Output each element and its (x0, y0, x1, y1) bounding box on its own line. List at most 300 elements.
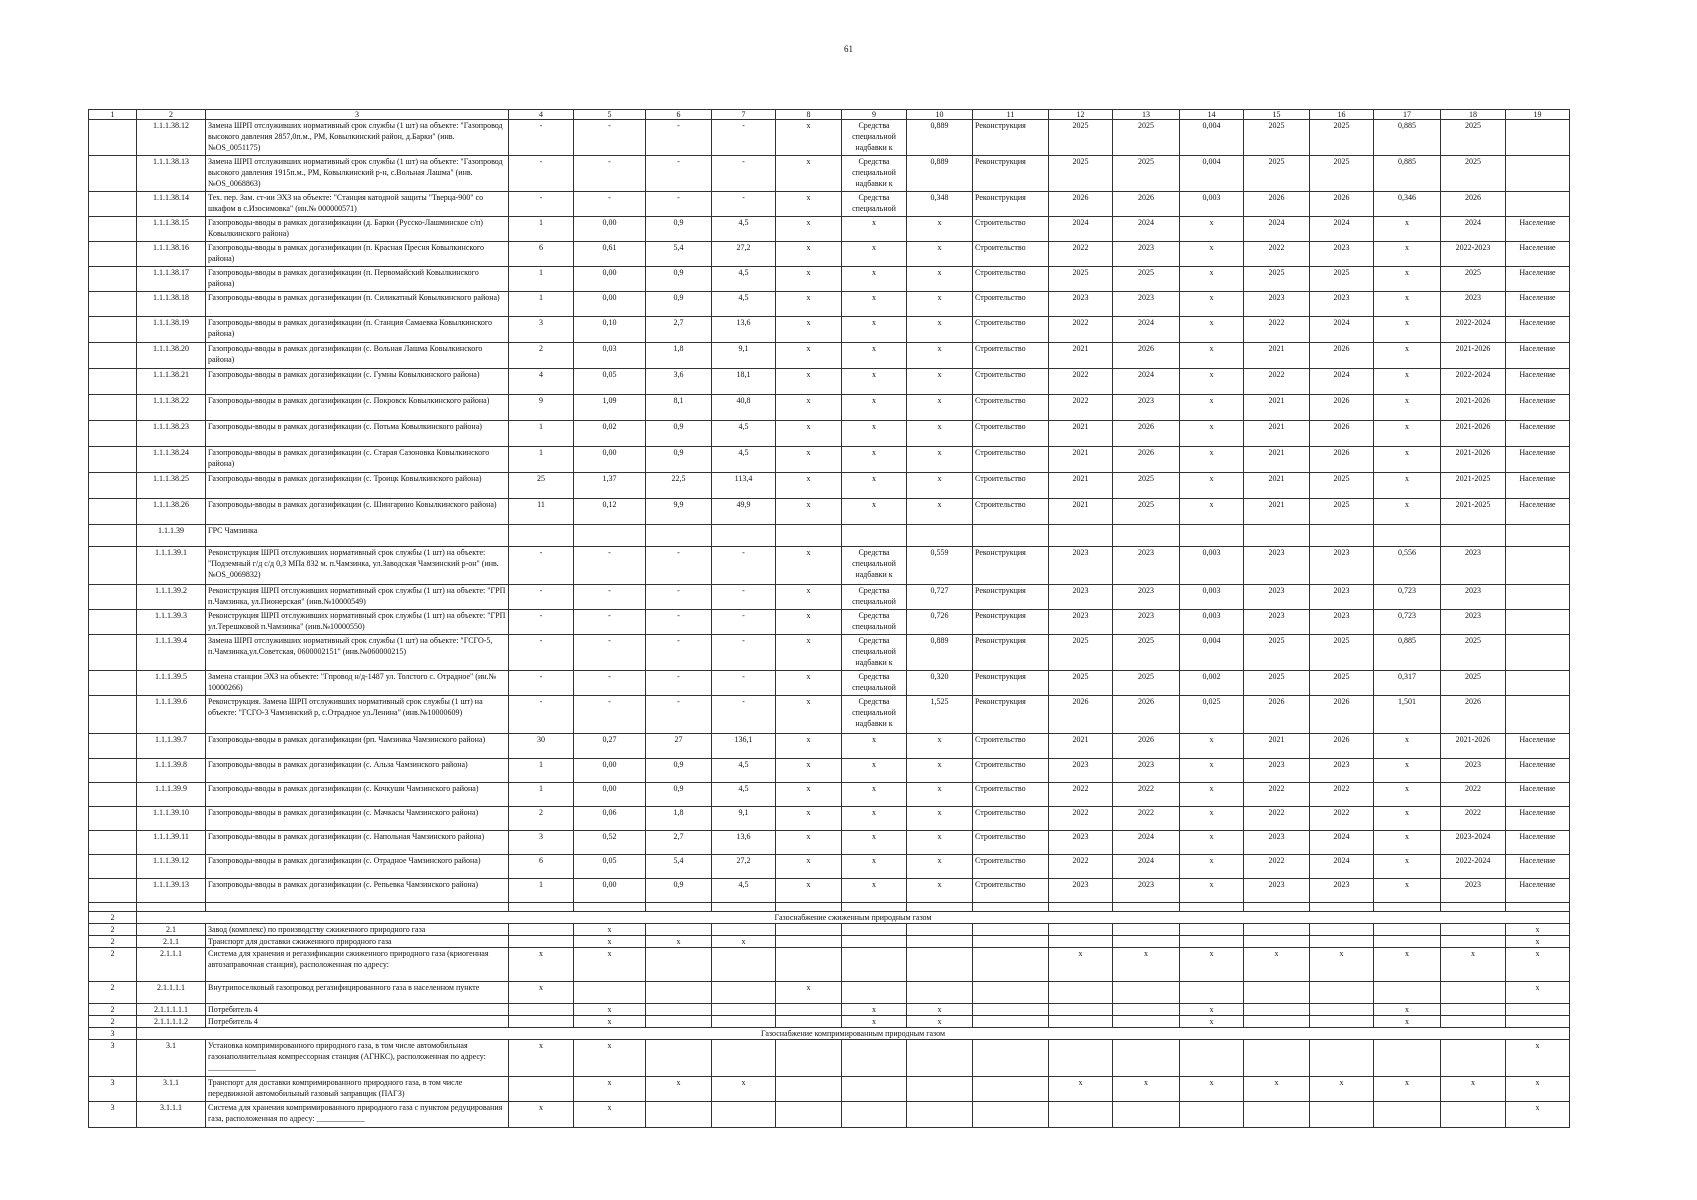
table-cell: 2021 (1049, 473, 1113, 499)
table-cell (776, 1004, 842, 1016)
table-cell: 2023 (1244, 292, 1310, 317)
table-cell (1506, 192, 1570, 217)
table-cell: Население (1506, 855, 1570, 879)
table-cell (1180, 525, 1244, 547)
table-cell: x (1180, 831, 1244, 855)
table-cell (646, 948, 712, 982)
column-number: 3 (206, 110, 509, 120)
table-cell: 2 (89, 936, 137, 948)
table-cell (712, 1040, 776, 1077)
table-cell (646, 1102, 712, 1128)
table-cell: 5,4 (646, 855, 712, 879)
table-cell (776, 903, 842, 912)
table-row (89, 1016, 1570, 1028)
column-number: 9 (842, 110, 907, 120)
table-cell: - (646, 120, 712, 156)
table-cell: 2021 (1049, 343, 1113, 369)
table-cell: 2026 (1113, 696, 1180, 734)
table-row (89, 217, 1570, 242)
table-cell: x (1180, 421, 1244, 447)
table-cell: - (712, 156, 776, 192)
table-cell: x (776, 192, 842, 217)
table-cell: x (776, 635, 842, 671)
table-cell (1506, 903, 1570, 912)
table-cell: Реконструкция (973, 671, 1049, 696)
table-cell (842, 1102, 907, 1128)
table-cell: 2021 (1244, 447, 1310, 473)
table-row (89, 1102, 1570, 1128)
table-cell: Средства специальной надбавки к (842, 696, 907, 734)
object-name-cell: Транспорт для доставки сжиженного природного газа (206, 936, 509, 948)
table-cell (646, 1040, 712, 1077)
table-cell: x (776, 343, 842, 369)
table-cell (646, 903, 712, 912)
table-cell: x (1506, 1102, 1570, 1128)
table-cell: 18,1 (712, 369, 776, 395)
table-cell: 2023 (1310, 610, 1374, 635)
table-cell: 2024 (1310, 217, 1374, 242)
table-cell (509, 1004, 574, 1016)
table-cell: 2025 (1049, 120, 1113, 156)
table-cell: 0,889 (907, 635, 973, 671)
object-name-cell: Газопроводы-вводы в рамках догазификации (п. Первомайский Ковылкинского района) (206, 267, 509, 292)
table-row (89, 903, 1570, 912)
table-cell: 2025 (1310, 499, 1374, 525)
table-cell: x (574, 1102, 646, 1128)
table-cell: 0,559 (907, 547, 973, 585)
table-cell (973, 948, 1049, 982)
table-cell: 2023 (1244, 879, 1310, 903)
table-cell (1441, 1040, 1506, 1077)
table-cell: 2.1 (137, 924, 206, 936)
table-cell (842, 948, 907, 982)
table-cell (89, 525, 137, 547)
table-cell: 1.1.1.39.9 (137, 783, 206, 807)
table-cell: 2022-2024 (1441, 317, 1506, 343)
table-cell (89, 547, 137, 585)
table-cell: - (646, 696, 712, 734)
table-cell: 2022 (1244, 369, 1310, 395)
table-cell: 3,6 (646, 369, 712, 395)
table-cell: 0,00 (574, 217, 646, 242)
table-cell: 2025 (1244, 635, 1310, 671)
table-cell: 2022 (1244, 807, 1310, 831)
table-cell: 2021 (1049, 734, 1113, 759)
table-cell: x (907, 242, 973, 267)
table-cell: x (776, 421, 842, 447)
table-cell: 0,025 (1180, 696, 1244, 734)
table-cell: Строительство (973, 807, 1049, 831)
table-cell (973, 525, 1049, 547)
table-cell: 2022 (1441, 783, 1506, 807)
table-cell: 25 (509, 473, 574, 499)
table-cell: 1.1.1.39.11 (137, 831, 206, 855)
table-cell: 2024 (1310, 317, 1374, 343)
table-cell: 1,525 (907, 696, 973, 734)
table-cell: 2025 (1244, 267, 1310, 292)
column-number: 4 (509, 110, 574, 120)
table-cell: 2024 (1049, 217, 1113, 242)
object-name-cell: Газопроводы-вводы в рамках догазификации (п. Красная Пресня Ковылкинского района) (206, 242, 509, 267)
table-cell: 2023 (1113, 547, 1180, 585)
column-number: 6 (646, 110, 712, 120)
table-cell: 2.1.1.1.1.1 (137, 1004, 206, 1016)
object-name-cell: Реконструкция ШРП отслуживших нормативный срок службы (1 шт) на объекте: "Подземный г/д с/д 0,3 МПа 832 м. п.Чамзинка, ул.Заводская Чамзинский р-он" (инв.№OS_0069832) (206, 547, 509, 585)
table-cell: 3.1.1.1 (137, 1102, 206, 1128)
table-cell (1374, 936, 1441, 948)
table-cell (776, 1016, 842, 1028)
table-cell: x (1180, 783, 1244, 807)
table-cell (509, 525, 574, 547)
table-cell: - (712, 120, 776, 156)
table-cell (1244, 525, 1310, 547)
table-cell: - (646, 671, 712, 696)
table-cell (1244, 1102, 1310, 1128)
table-cell: 2024 (1113, 369, 1180, 395)
table-cell (1506, 120, 1570, 156)
table-cell: 0,004 (1180, 120, 1244, 156)
table-cell (1441, 525, 1506, 547)
table-cell: x (1506, 982, 1570, 1004)
table-cell (1244, 1016, 1310, 1028)
table-cell: 1.1.1.38.22 (137, 395, 206, 421)
table-cell (89, 217, 137, 242)
table-cell: 0,00 (574, 267, 646, 292)
table-cell (1374, 1040, 1441, 1077)
table-cell (1049, 924, 1113, 936)
table-cell (1441, 982, 1506, 1004)
object-name-cell: Газопроводы-вводы в рамках догазификации (п. Силикатный Ковылкинского района) (206, 292, 509, 317)
table-cell (646, 1016, 712, 1028)
table-cell: 2024 (1310, 831, 1374, 855)
column-number: 13 (1113, 110, 1180, 120)
table-cell: 1.1.1.38.14 (137, 192, 206, 217)
table-cell: x (1180, 242, 1244, 267)
table-cell: x (1180, 759, 1244, 783)
table-cell (89, 395, 137, 421)
table-cell (1506, 671, 1570, 696)
table-cell: - (712, 610, 776, 635)
table-cell (973, 1004, 1049, 1016)
table-cell: x (907, 395, 973, 421)
table-row (89, 585, 1570, 610)
table-cell: 2026 (1310, 447, 1374, 473)
table-cell: 3.1.1 (137, 1077, 206, 1102)
table-cell (907, 936, 973, 948)
object-name-cell: Газопроводы-вводы в рамках догазификации (с. Отрадное Чамзинского района) (206, 855, 509, 879)
table-cell (89, 447, 137, 473)
table-cell: 3 (89, 1077, 137, 1102)
table-cell: 2025 (1113, 499, 1180, 525)
table-cell: Средства специальной надбавки к (842, 156, 907, 192)
table-cell: x (1374, 317, 1441, 343)
table-cell: 2026 (1441, 192, 1506, 217)
table-cell (1049, 936, 1113, 948)
table-cell: 0,00 (574, 879, 646, 903)
table-cell (973, 982, 1049, 1004)
table-cell: - (712, 671, 776, 696)
table-cell: 30 (509, 734, 574, 759)
table-cell: Строительство (973, 317, 1049, 343)
table-cell: 2021 (1244, 395, 1310, 421)
table-cell: Средства специальной (842, 585, 907, 610)
object-name-cell: Система для хранения и регазификации сжиженного природного газа (криогенная автозаправочная станция), расположенная по адресу: (206, 948, 509, 982)
table-row (89, 369, 1570, 395)
table-cell: 136,1 (712, 734, 776, 759)
table-cell: x (842, 473, 907, 499)
table-cell: x (1374, 734, 1441, 759)
table-cell: 1 (509, 267, 574, 292)
table-cell (1113, 936, 1180, 948)
table-cell: 2023 (1244, 585, 1310, 610)
table-cell (89, 499, 137, 525)
table-cell: - (509, 610, 574, 635)
table-cell (89, 903, 137, 912)
table-cell: 2023 (1113, 242, 1180, 267)
table-cell: 1.1.1.38.24 (137, 447, 206, 473)
table-cell: 2023 (1049, 759, 1113, 783)
table-cell (1374, 903, 1441, 912)
table-cell (973, 924, 1049, 936)
table-cell (842, 924, 907, 936)
table-cell: x (1374, 783, 1441, 807)
table-cell: - (646, 547, 712, 585)
column-number: 16 (1310, 110, 1374, 120)
table-cell: x (907, 421, 973, 447)
table-cell: 1,37 (574, 473, 646, 499)
table-cell: x (842, 1016, 907, 1028)
table-cell (1441, 903, 1506, 912)
table-cell: 2.1.1 (137, 936, 206, 948)
table-cell: 1.1.1.38.17 (137, 267, 206, 292)
table-cell: 2025 (1441, 671, 1506, 696)
table-row (89, 936, 1570, 948)
object-name-cell: Газопроводы-вводы в рамках догазификации (с. Мачкасы Чамзинского района) (206, 807, 509, 831)
table-cell: 4,5 (712, 421, 776, 447)
table-cell: x (1374, 447, 1441, 473)
table-cell: x (776, 395, 842, 421)
table-row (89, 696, 1570, 734)
table-cell: x (574, 1077, 646, 1102)
table-cell: x (907, 1016, 973, 1028)
table-cell: 2023 (1310, 292, 1374, 317)
table-cell (1506, 610, 1570, 635)
table-cell: 0,05 (574, 855, 646, 879)
table-cell: 2025 (1113, 671, 1180, 696)
table-cell: 2025 (1113, 473, 1180, 499)
table-cell: - (712, 547, 776, 585)
table-cell: - (712, 635, 776, 671)
table-cell: 0,889 (907, 156, 973, 192)
table-cell (842, 1077, 907, 1102)
table-cell: x (776, 807, 842, 831)
table-cell: x (1180, 948, 1244, 982)
table-cell: 2026 (1310, 343, 1374, 369)
table-cell: - (574, 547, 646, 585)
table-cell: - (574, 696, 646, 734)
table-cell: Население (1506, 759, 1570, 783)
table-cell: 2021 (1244, 499, 1310, 525)
table-cell: 2023 (1310, 585, 1374, 610)
table-cell: 2022 (1113, 807, 1180, 831)
table-cell: 2026 (1310, 395, 1374, 421)
table-cell: x (907, 734, 973, 759)
table-cell: 3 (509, 831, 574, 855)
table-cell: x (1506, 936, 1570, 948)
table-cell: x (1374, 831, 1441, 855)
table-cell (574, 903, 646, 912)
table-cell: Средства специальной надбавки к (842, 120, 907, 156)
table-cell (1310, 982, 1374, 1004)
table-cell: 2023 (1049, 831, 1113, 855)
table-cell (89, 192, 137, 217)
table-cell (1506, 525, 1570, 547)
table-cell: x (776, 217, 842, 242)
table-row (89, 192, 1570, 217)
table-cell: 0,004 (1180, 635, 1244, 671)
table-cell: 2026 (1113, 734, 1180, 759)
table-cell: x (1374, 369, 1441, 395)
table-cell: 2021 (1244, 473, 1310, 499)
table-cell: 2025 (1244, 156, 1310, 192)
table-cell: 2 (89, 982, 137, 1004)
table-cell: 4,5 (712, 217, 776, 242)
object-name-cell: Установка компримированного природного газа, в том числе автомобильная газонаполнительная компрессорная станция (АГНКС), расположенная по адресу: ____________ (206, 1040, 509, 1077)
table-cell (1310, 525, 1374, 547)
table-cell (1180, 982, 1244, 1004)
table-cell: 0,346 (1374, 192, 1441, 217)
table-row (89, 610, 1570, 635)
table-cell: x (1180, 1016, 1244, 1028)
table-row (89, 395, 1570, 421)
table-cell: 2023 (1441, 292, 1506, 317)
table-cell: Население (1506, 807, 1570, 831)
table-cell: Строительство (973, 217, 1049, 242)
table-cell: 0,9 (646, 447, 712, 473)
table-cell (89, 879, 137, 903)
table-cell (1180, 924, 1244, 936)
table-cell: Строительство (973, 879, 1049, 903)
table-cell: - (712, 585, 776, 610)
table-cell: 0,727 (907, 585, 973, 610)
table-cell: 2021 (1049, 421, 1113, 447)
table-cell: x (776, 610, 842, 635)
table-cell: 1.1.1.38.25 (137, 473, 206, 499)
table-cell: Реконструкция (973, 696, 1049, 734)
table-row (89, 156, 1570, 192)
table-cell (1310, 1004, 1374, 1016)
table-row (89, 1077, 1570, 1102)
table-cell (646, 924, 712, 936)
table-cell (89, 242, 137, 267)
table-cell (1506, 1016, 1570, 1028)
table-cell: 0,723 (1374, 610, 1441, 635)
table-cell: x (1180, 217, 1244, 242)
table-row (89, 759, 1570, 783)
table-cell: 2023 (1441, 610, 1506, 635)
table-cell: 0,00 (574, 447, 646, 473)
table-cell: 2025 (1049, 671, 1113, 696)
table-cell: 2023 (1441, 585, 1506, 610)
table-row (89, 267, 1570, 292)
table-cell: 2025 (1310, 635, 1374, 671)
column-number: 5 (574, 110, 646, 120)
table-cell: 2024 (1441, 217, 1506, 242)
object-name-cell: Газопроводы-вводы в рамках догазификации (с. Репьевка Чамзинского района) (206, 879, 509, 903)
table-cell: x (1441, 1077, 1506, 1102)
table-cell: 2.1.1.1.1 (137, 982, 206, 1004)
table-cell: 2026 (1049, 696, 1113, 734)
table-cell: x (907, 759, 973, 783)
table-cell: 1 (509, 217, 574, 242)
table-cell: x (574, 1040, 646, 1077)
object-name-cell: Внутрипоселковый газопровод регазифицированного газа в населенном пункте (206, 982, 509, 1004)
table-cell (89, 585, 137, 610)
section-title: Газоснабжение компримированным природным газом (137, 1028, 1570, 1040)
table-cell: x (1049, 948, 1113, 982)
object-name-cell: Газопроводы-вводы в рамках догазификации (рп. Чамзинка Чамзинского района) (206, 734, 509, 759)
table-cell: x (842, 395, 907, 421)
table-cell: 1.1.1.39.4 (137, 635, 206, 671)
table-cell: 2 (509, 343, 574, 369)
table-cell: Строительство (973, 242, 1049, 267)
table-cell: 4,5 (712, 292, 776, 317)
table-cell: 2021-2026 (1441, 395, 1506, 421)
table-cell (1310, 1040, 1374, 1077)
table-cell: 4,5 (712, 447, 776, 473)
table-row (89, 421, 1570, 447)
table-cell: x (842, 267, 907, 292)
table-cell: x (776, 292, 842, 317)
object-name-cell: Система для хранения компримированного природного газа с пунктом редуцирования газа, расположенная по адресу: ____________ (206, 1102, 509, 1128)
table-cell: x (842, 317, 907, 343)
table-cell: x (574, 1016, 646, 1028)
table-cell: Население (1506, 831, 1570, 855)
table-cell (89, 156, 137, 192)
table-cell: 2023 (1113, 759, 1180, 783)
table-cell: x (509, 1040, 574, 1077)
object-name-cell: Реконструкция ШРП отслуживших нормативный срок службы (1 шт) на объекте: "ГРП ул.Терешковой п.Чамзинка" (инв.№10000550) (206, 610, 509, 635)
table-cell (89, 369, 137, 395)
table-cell: 2026 (1244, 192, 1310, 217)
table-cell: 49,9 (712, 499, 776, 525)
table-cell: 0,9 (646, 267, 712, 292)
table-cell: 2025 (1113, 635, 1180, 671)
table-cell: x (1180, 317, 1244, 343)
table-row (89, 473, 1570, 499)
table-cell: - (574, 610, 646, 635)
table-cell (907, 924, 973, 936)
table-cell (509, 903, 574, 912)
table-cell: 4 (509, 369, 574, 395)
table-cell: 0,00 (574, 292, 646, 317)
column-number: 7 (712, 110, 776, 120)
table-row (89, 343, 1570, 369)
table-cell: 1,501 (1374, 696, 1441, 734)
table-cell: x (1506, 1077, 1570, 1102)
table-cell (89, 635, 137, 671)
table-cell (89, 120, 137, 156)
column-number: 10 (907, 110, 973, 120)
table-cell: x (712, 1077, 776, 1102)
table-row (89, 734, 1570, 759)
table-row (89, 982, 1570, 1004)
table-cell: 2022 (1441, 807, 1506, 831)
table-cell: x (907, 831, 973, 855)
table-cell (89, 734, 137, 759)
table-cell: 9,9 (646, 499, 712, 525)
table-cell (1441, 1004, 1506, 1016)
